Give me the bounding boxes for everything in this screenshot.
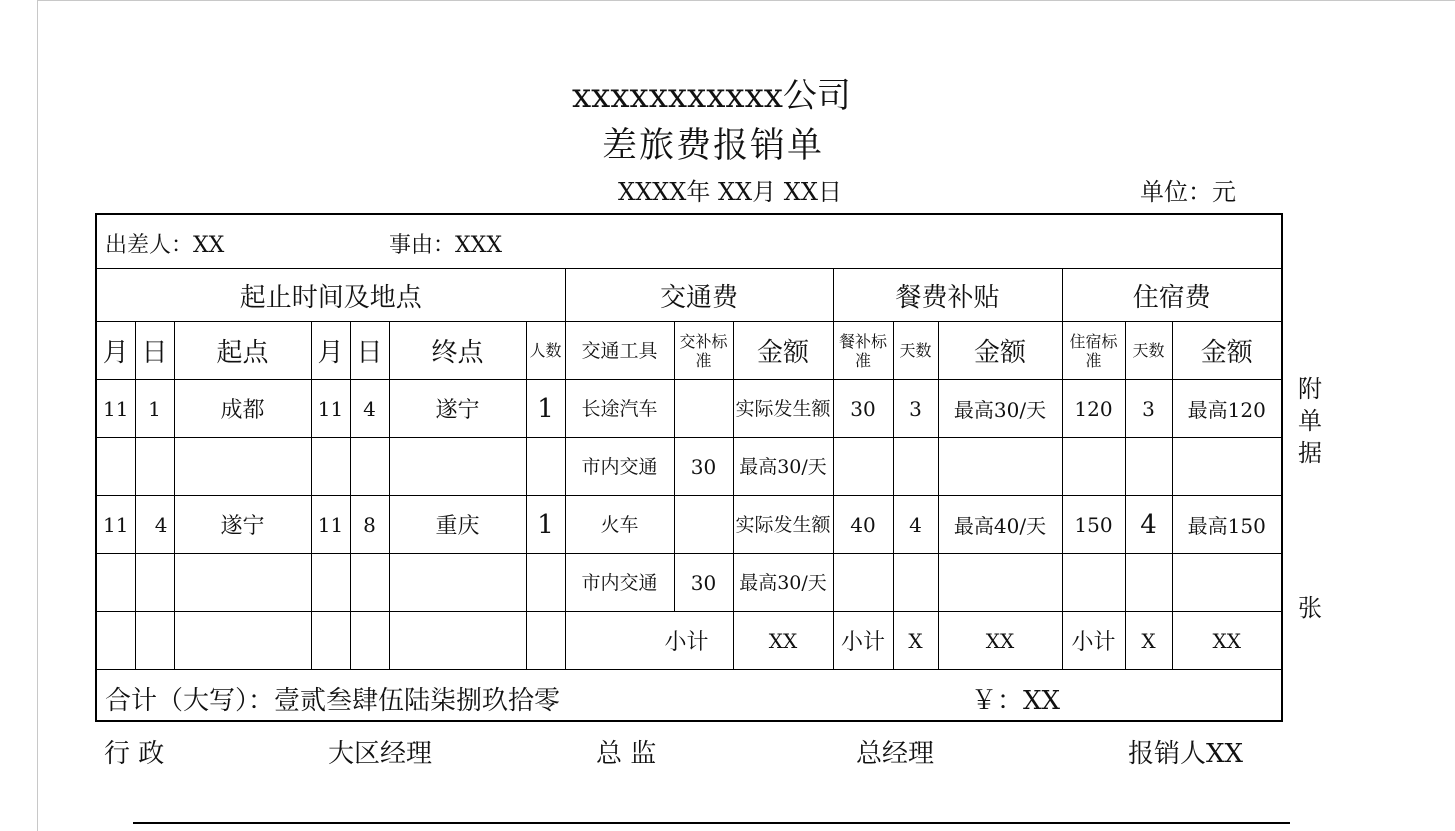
company-name: xxxxxxxxxxx公司 xyxy=(572,76,851,116)
currency-unit: 单位：元 xyxy=(1140,178,1236,206)
col-meal-standard: 餐补标准 xyxy=(833,322,893,380)
cell-day-end: 4 xyxy=(350,380,389,438)
col-persons: 人数 xyxy=(526,322,565,380)
col-meal-days: 天数 xyxy=(893,322,938,380)
section-meal: 餐费补贴 xyxy=(833,269,1062,322)
signature-row xyxy=(104,733,1284,767)
col-day-start: 日 xyxy=(135,322,174,380)
cell-meal-amount: 最高30/天 xyxy=(938,380,1062,438)
cell-day-end xyxy=(350,438,389,496)
cell-vehicle: 市内交通 xyxy=(565,438,674,496)
traveler-field: 出差人：XX xyxy=(105,233,225,258)
cell-meal-standard: 30 xyxy=(833,380,893,438)
cell-day-start: 4 xyxy=(135,496,174,554)
sign-regional-manager: 大区经理 xyxy=(328,739,433,769)
table-row xyxy=(96,554,1282,612)
expense-table xyxy=(95,213,1283,722)
table-row xyxy=(96,496,1282,554)
sign-director: 总 监 xyxy=(596,739,657,769)
cell-vehicle: 长途汽车 xyxy=(565,380,674,438)
sign-claimant: 报销人XX xyxy=(1128,739,1244,769)
section-time-place: 起止时间及地点 xyxy=(96,269,565,322)
cell-end-place xyxy=(389,438,526,496)
cell-end-place xyxy=(389,554,526,612)
cell-lodging-amount: 最高150 xyxy=(1172,496,1282,554)
subtotal-row xyxy=(96,612,1282,670)
cell-lodging-standard: 150 xyxy=(1062,496,1125,554)
grand-total-row xyxy=(96,670,1282,722)
meal-subtotal-value: XX xyxy=(938,612,1062,670)
cell-persons xyxy=(526,554,565,612)
cell-day-end xyxy=(350,554,389,612)
cell-day-start: 1 xyxy=(135,380,174,438)
cell-month-end: 11 xyxy=(311,380,350,438)
cell-transport-standard: 30 xyxy=(674,554,733,612)
section-lodging: 住宿费 xyxy=(1062,269,1282,322)
lodging-subtotal-label: 小计 xyxy=(1062,612,1125,670)
cell-transport-amount: 实际发生额 xyxy=(733,496,833,554)
cell-persons xyxy=(526,438,565,496)
cell-persons: 1 xyxy=(526,380,565,438)
cell-lodging-standard xyxy=(1062,554,1125,612)
col-lodging-standard: 住宿标准 xyxy=(1062,322,1125,380)
total-in-words: 合计（大写）：壹贰叁肆伍陆柒捌玖拾零 xyxy=(105,686,561,716)
cell-transport-standard xyxy=(674,380,733,438)
col-transport-standard: 交补标准 xyxy=(674,322,733,380)
cell-month-start xyxy=(96,554,135,612)
col-month-start: 月 xyxy=(96,322,135,380)
cell-end-place: 遂宁 xyxy=(389,380,526,438)
cell-vehicle: 市内交通 xyxy=(565,554,674,612)
meal-subtotal-days: X xyxy=(893,612,938,670)
col-month-end: 月 xyxy=(311,322,350,380)
col-end-place: 终点 xyxy=(389,322,526,380)
cell-lodging-days xyxy=(1125,554,1172,612)
cell-meal-days xyxy=(893,554,938,612)
cell-lodging-days xyxy=(1125,438,1172,496)
cell-meal-amount xyxy=(938,438,1062,496)
cell-meal-standard xyxy=(833,438,893,496)
cell-lodging-standard xyxy=(1062,438,1125,496)
sign-general-manager: 总经理 xyxy=(856,739,935,769)
table-row xyxy=(96,438,1282,496)
cell-meal-amount xyxy=(938,554,1062,612)
cell-lodging-standard: 120 xyxy=(1062,380,1125,438)
col-lodging-days: 天数 xyxy=(1125,322,1172,380)
col-transport-amount: 金额 xyxy=(733,322,833,380)
cell-transport-amount: 最高30/天 xyxy=(733,554,833,612)
total-amount: ￥：XX xyxy=(971,686,1061,716)
lodging-subtotal-value: XX xyxy=(1172,612,1282,670)
cell-start-place xyxy=(174,438,311,496)
cell-meal-days xyxy=(893,438,938,496)
form-title: 差旅费报销单 xyxy=(602,126,825,166)
cell-lodging-amount xyxy=(1172,438,1282,496)
cell-lodging-amount xyxy=(1172,554,1282,612)
cell-month-end xyxy=(311,554,350,612)
attachments-label: 附单据 xyxy=(1298,375,1322,467)
cell-transport-standard: 30 xyxy=(674,438,733,496)
sheet-left-edge xyxy=(37,0,38,831)
cell-lodging-amount: 最高120 xyxy=(1172,380,1282,438)
cell-month-start xyxy=(96,438,135,496)
cell-start-place xyxy=(174,554,311,612)
cell-start-place: 成都 xyxy=(174,380,311,438)
sign-admin: 行 政 xyxy=(104,739,165,769)
col-day-end: 日 xyxy=(350,322,389,380)
column-header-row xyxy=(96,322,1282,380)
cell-month-end xyxy=(311,438,350,496)
lodging-subtotal-days: X xyxy=(1125,612,1172,670)
cell-transport-amount: 最高30/天 xyxy=(733,438,833,496)
cell-meal-standard: 40 xyxy=(833,496,893,554)
col-lodging-amount: 金额 xyxy=(1172,322,1282,380)
cell-month-start: 11 xyxy=(96,496,135,554)
transport-subtotal-label: 小计 xyxy=(565,612,733,670)
cell-day-start xyxy=(135,554,174,612)
cell-lodging-days: 3 xyxy=(1125,380,1172,438)
cell-meal-days: 3 xyxy=(893,380,938,438)
section-header-row xyxy=(96,269,1282,322)
cell-transport-standard xyxy=(674,496,733,554)
transport-subtotal-value: XX xyxy=(733,612,833,670)
cell-month-start: 11 xyxy=(96,380,135,438)
traveler-row xyxy=(96,214,1282,269)
cell-month-end: 11 xyxy=(311,496,350,554)
col-vehicle: 交通工具 xyxy=(565,322,674,380)
cell-day-end: 8 xyxy=(350,496,389,554)
table-row xyxy=(96,380,1282,438)
cell-persons: 1 xyxy=(526,496,565,554)
cell-vehicle: 火车 xyxy=(565,496,674,554)
sheet-top-edge xyxy=(37,0,1455,1)
meal-subtotal-label: 小计 xyxy=(833,612,893,670)
cell-meal-amount: 最高40/天 xyxy=(938,496,1062,554)
col-start-place: 起点 xyxy=(174,322,311,380)
reason-field: 事由：XXX xyxy=(389,233,502,258)
col-meal-amount: 金额 xyxy=(938,322,1062,380)
section-transport: 交通费 xyxy=(565,269,833,322)
cell-day-start xyxy=(135,438,174,496)
cell-end-place: 重庆 xyxy=(389,496,526,554)
sheets-label: 张 xyxy=(1298,594,1322,622)
cell-meal-standard xyxy=(833,554,893,612)
cell-transport-amount: 实际发生额 xyxy=(733,380,833,438)
cell-meal-days: 4 xyxy=(893,496,938,554)
form-date: XXXX年 XX月 XX日 xyxy=(618,178,842,206)
cell-lodging-days: 4 xyxy=(1125,496,1172,554)
cell-start-place: 遂宁 xyxy=(174,496,311,554)
bottom-rule xyxy=(133,822,1290,824)
